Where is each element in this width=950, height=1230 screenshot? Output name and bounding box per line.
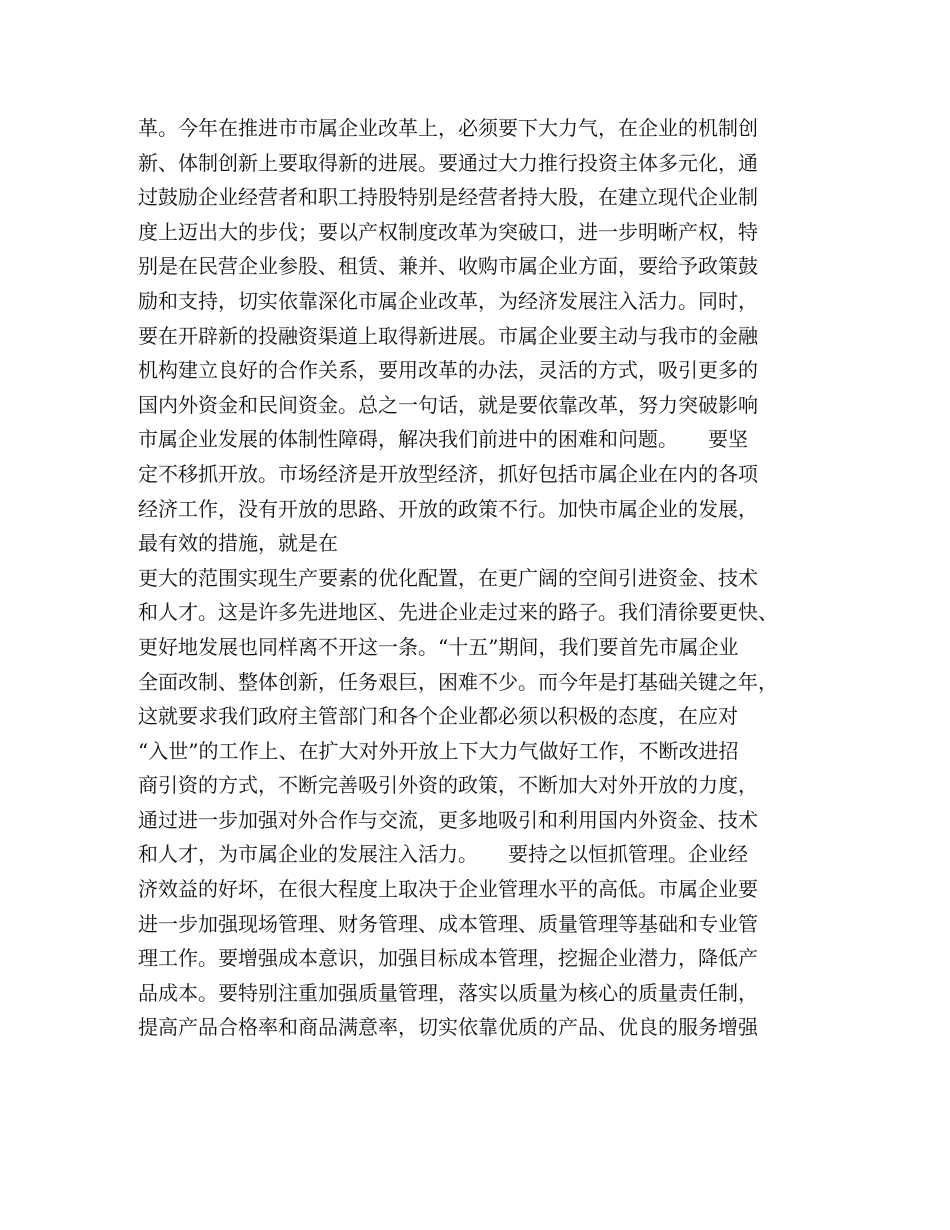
text-line: 济效益的好坏，在很大程度上取决于企业管理水平的高低。市属企业要 [138,877,758,902]
text-line: 理工作。要增强成本意识，加强目标成本管理，挖掘企业潜力，降低产 [138,946,758,971]
text-line: 励和支持，切实依靠深化市属企业改革，为经济发展注入活力。同时， [138,288,758,313]
text-line: 品成本。要特别注重加强质量管理，落实以质量为核心的质量责任制， [138,980,758,1005]
text-line: 和人才。这是许多先进地区、先进企业走过来的路子。我们清徐要更快、 [138,600,778,625]
text-line: 过鼓励企业经营者和职工持股特别是经营者持大股，在建立现代企业制 [138,185,758,210]
text-line: 要在开辟新的投融资渠道上取得新进展。市属企业要主动与我市的金融 [138,323,758,348]
text-line: 更大的范围实现生产要素的优化配置，在更广阔的空间引进资金、技术 [138,565,758,590]
text-line: 定不移抓开放。市场经济是开放型经济，抓好包括市属企业在内的各项 [138,461,758,486]
text-line: 市属企业发展的体制性障碍，解决我们前进中的困难和问题。 要坚 [138,427,748,452]
text-line: 和人才，为市属企业的发展注入活力。 要持之以恒抓管理。企业经 [138,842,748,867]
text-line: 国内外资金和民间资金。总之一句话，就是要依靠改革，努力突破影响 [138,392,758,417]
text-line: 经济工作，没有开放的思路、开放的政策不行。加快市属企业的发展， [138,496,758,521]
text-line: 别是在民营企业参股、租赁、兼并、收购市属企业方面，要给予政策鼓 [138,254,758,279]
text-line: 新、体制创新上要取得新的进展。要通过大力推行投资主体多元化，通 [138,150,758,175]
body-text [138,111,838,1045]
text-line: 度上迈出大的步伐；要以产权制度改革为突破口，进一步明晰产权，特 [138,219,758,244]
text-line: 革。今年在推进市市属企业改革上，必须要下大力气，在企业的机制创 [138,116,758,140]
text-line: 更好地发展也同样离不开这一条。“十五”期间，我们要首先市属企业 [138,634,739,659]
text-line: 提高产品合格率和商品满意率，切实依靠优质的产品、优良的服务增强 [138,1015,758,1040]
text-line: 通过进一步加强对外合作与交流，更多地吸引和利用国内外资金、技术 [138,807,758,832]
text-line: 这就要求我们政府主管部门和各个企业都必须以积极的态度，在应对 [138,704,738,729]
text-line: 商引资的方式，不断完善吸引外资的政策，不断加大对外开放的力度， [138,773,758,798]
text-line: 最有效的措施，就是在 [138,531,338,556]
text-line: 机构建立良好的合作关系，要用改革的办法，灵活的方式，吸引更多的 [138,358,758,383]
text-line: 进一步加强现场管理、财务管理、成本管理、质量管理等基础和专业管 [138,911,758,936]
text-line: 全面改制、整体创新，任务艰巨，困难不少。而今年是打基础关键之年， [138,669,778,694]
text-line: “入世”的工作上、在扩大对外开放上下大力气做好工作，不断改进招 [138,738,739,763]
